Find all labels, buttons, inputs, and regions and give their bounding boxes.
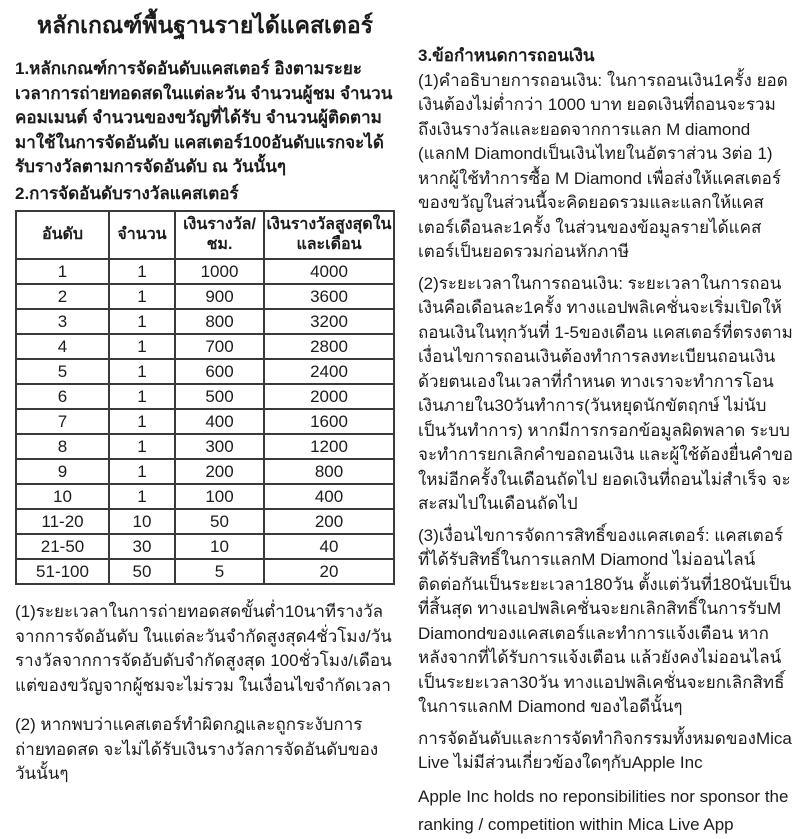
table-cell: 10 bbox=[109, 509, 175, 534]
table-row bbox=[16, 409, 394, 434]
table-cell: 1600 bbox=[264, 409, 394, 434]
table-cell: 50 bbox=[175, 509, 264, 534]
table-cell: 400 bbox=[264, 484, 394, 509]
table-cell: 3 bbox=[16, 309, 109, 334]
table-cell: 10 bbox=[175, 534, 264, 559]
table-cell: 6 bbox=[16, 384, 109, 409]
table-cell: 3600 bbox=[264, 284, 394, 309]
table-cell: 8 bbox=[16, 434, 109, 459]
table-cell: 1 bbox=[109, 284, 175, 309]
table-cell: 21-50 bbox=[16, 534, 109, 559]
table-cell: 800 bbox=[175, 309, 264, 334]
table-cell: 40 bbox=[264, 534, 394, 559]
reward-table bbox=[15, 210, 395, 585]
table-cell: 1 bbox=[109, 309, 175, 334]
disclaimer-english: Apple Inc holds no reponsibilities nor sponsor the ranking / competition within Mica Live App bbox=[418, 786, 789, 834]
withdraw-para-2: (2)ระยะเวลาในการถอนเงิน: ระยะเวลาในการถอนเงินคือเดือนละ1ครั้ง ทางแอปพลิเคชั่นจะเริ่มเปิดให้ถอนเงินในทุกวันที่ 1-5ของเดือน แคสเตอร์ที่ตรงตามเงื่อนไขการถอนเงินต้องทำการลงทะเบียนถอนเงินด้วยตนเองในเวลาที่กำหนด ทางเราจะทำการโอนเงินภายใน30วันทำการ(วันหยุดนักขัตฤกษ์ ไม่นับเป็นวันทำการ) หากมีการกรอกข้อมูลผิดพลาด ระบบจะทำการยกเลิกคำขอถอนเงิน และผู้ใช้ต้องยื่นคำขอใหม่อีกครั้งในเดือนถัดไป ยอดเงินที่ถอนไม่สำเร็จ จะสะสมไปในเดือนถัดไป bbox=[418, 273, 794, 513]
table-cell: 1 bbox=[109, 334, 175, 359]
table-cell: 100 bbox=[175, 484, 264, 509]
table-cell: 3200 bbox=[264, 309, 394, 334]
table-cell: 800 bbox=[264, 459, 394, 484]
table-cell: 9 bbox=[16, 459, 109, 484]
table-header-count: จำนวน bbox=[109, 211, 175, 259]
table-cell: 400 bbox=[175, 409, 264, 434]
table-row bbox=[16, 459, 394, 484]
right-column bbox=[418, 44, 794, 839]
table-cell: 4000 bbox=[264, 259, 394, 284]
table-header-rank: อันดับ bbox=[16, 211, 109, 259]
table-cell: 30 bbox=[109, 534, 175, 559]
note-2: (2) หากพบว่าแคสเตอร์ทำผิดกฎและถูกระงับการถ่ายทอดสด จะไม่ได้รับเงินรางวัลการจัดอันดับของวันนั้นๆ bbox=[15, 715, 379, 783]
reward-table-head bbox=[16, 211, 394, 259]
table-cell: 2800 bbox=[264, 334, 394, 359]
table-row bbox=[16, 534, 394, 559]
table-cell: 1 bbox=[109, 484, 175, 509]
table-cell: 1 bbox=[109, 459, 175, 484]
table-cell: 5 bbox=[175, 559, 264, 584]
section-3-heading: 3.ข้อกำหนดการถอนเงิน bbox=[418, 46, 595, 65]
table-cell: 700 bbox=[175, 334, 264, 359]
table-row bbox=[16, 559, 394, 584]
table-cell: 900 bbox=[175, 284, 264, 309]
table-row bbox=[16, 359, 394, 384]
table-row bbox=[16, 284, 394, 309]
table-row bbox=[16, 509, 394, 534]
withdraw-para-3: (3)เงื่อนไขการจัดการสิทธิ์ของแคสเตอร์: แคสเตอร์ที่ได้รับสิทธิ์ในการแลกM Diamond ไม่ออนไลน์ติดต่อกันเป็นระยะเวลา180วัน ตั้งแต่วันที่180นับเป็นที่สิ้นสุด ทางแอปพลิเคชั่นจะยกเลิกสิทธิ์ในการรับM Diamondของแคสเตอร์และทำการแจ้งเตือน หากหลังจากที่ได้รับการแจ้งเตือน แล้วยังคงไม่ออนไลน์เป็นระยะเวลา30วัน ทางแอปพลิเคชั่นจะยกเลิกสิทธิ์ในการแลกM Diamond ของไอดีนั้นๆ bbox=[418, 525, 792, 716]
table-header-max-monthly-reward: เงินรางวัลสูงสุดใน และเดือน bbox=[264, 211, 394, 259]
section-1-text: 1.หลักเกณฑ์การจัดอันดับแคสเตอร์ อิงตามระยะเวลาการถ่ายทอดสดในแต่ละวัน จำนวนผู้ชม จำนวนคอมเมนต์ จำนวนของขวัญที่ได้รับ จำนวนผู้ติดตาม มาใช้ในการจัดอันดับ แคสเตอร์100อันดับแรกจะได้รับรางวัลตามการจัดอันดับ ณ วันนั้นๆ bbox=[15, 59, 393, 176]
table-header-reward-per-hour: เงินรางวัล/ชม. bbox=[175, 211, 264, 259]
table-cell: 4 bbox=[16, 334, 109, 359]
table-row bbox=[16, 434, 394, 459]
table-header-row bbox=[16, 211, 394, 259]
left-column bbox=[15, 8, 395, 787]
table-cell: 7 bbox=[16, 409, 109, 434]
table-cell: 1 bbox=[109, 409, 175, 434]
page-title: หลักเกณฑ์พื้นฐานรายได้แคสเตอร์ bbox=[36, 12, 374, 38]
table-cell: 1 bbox=[109, 434, 175, 459]
table-cell: 200 bbox=[264, 509, 394, 534]
withdraw-para-1: (1)คำอธิบายการถอนเงิน: ในการถอนเงิน1ครั้ง ยอดเงินต้องไม่ต่ำกว่า 1000 บาท ยอดเงินที่ถอนจะรวมถึงเงินรางวัลและยอดจากการแลก M diamond (แลกM Diamondเป็นเงินไทยในอัตราส่วน 3ต่อ 1) หากผู้ใช้ทำการซื้อ M Diamond เพื่อส่งให้แคสเตอร์ ของขวัญในส่วนนี้จะคิดยอดรวมและแลกให้แคสเตอร์เดือนละ1ครั้ง ในส่วนของข้อมูลรายได้แคสเตอร์เป็นยอดรวมก่อนหักภาษี bbox=[418, 70, 788, 261]
table-cell: 20 bbox=[264, 559, 394, 584]
table-row bbox=[16, 259, 394, 284]
table-cell: 50 bbox=[109, 559, 175, 584]
reward-table-body bbox=[16, 259, 394, 584]
table-cell: 11-20 bbox=[16, 509, 109, 534]
table-row bbox=[16, 309, 394, 334]
table-row bbox=[16, 384, 394, 409]
table-cell: 1 bbox=[16, 259, 109, 284]
table-cell: 200 bbox=[175, 459, 264, 484]
disclaimer-thai: การจัดอันดับและการจัดทำกิจกรรมทั้งหมดของMica Live ไม่มีส่วนเกี่ยวข้องใดๆกับApple Inc bbox=[418, 728, 792, 772]
note-1: (1)ระยะเวลาในการถ่ายทอดสดขั้นต่ำ10นาทีรางวัลจากการจัดอันดับ ในแต่ละวันจำกัดสูงสุด4ชั่วโมง/วัน รางวัลจากการจัดอับดับจำกัดสูงสุด 100ชั่วโมง/เดือน แต่ของขวัญจากผู้ชมจะไม่รวม ในเงื่อนไขจำกัดเวลา bbox=[15, 602, 392, 695]
table-cell: 2 bbox=[16, 284, 109, 309]
table-cell: 500 bbox=[175, 384, 264, 409]
table-cell: 1 bbox=[109, 359, 175, 384]
table-cell: 5 bbox=[16, 359, 109, 384]
table-cell: 2000 bbox=[264, 384, 394, 409]
table-cell: 1 bbox=[109, 384, 175, 409]
table-cell: 2400 bbox=[264, 359, 394, 384]
table-cell: 600 bbox=[175, 359, 264, 384]
table-row bbox=[16, 334, 394, 359]
table-cell: 300 bbox=[175, 434, 264, 459]
table-cell: 1200 bbox=[264, 434, 394, 459]
section-2-heading: 2.การจัดอันดับรางวัลแคสเตอร์ bbox=[15, 183, 239, 203]
table-cell: 10 bbox=[16, 484, 109, 509]
table-cell: 1000 bbox=[175, 259, 264, 284]
table-cell: 51-100 bbox=[16, 559, 109, 584]
table-cell: 1 bbox=[109, 259, 175, 284]
table-row bbox=[16, 484, 394, 509]
